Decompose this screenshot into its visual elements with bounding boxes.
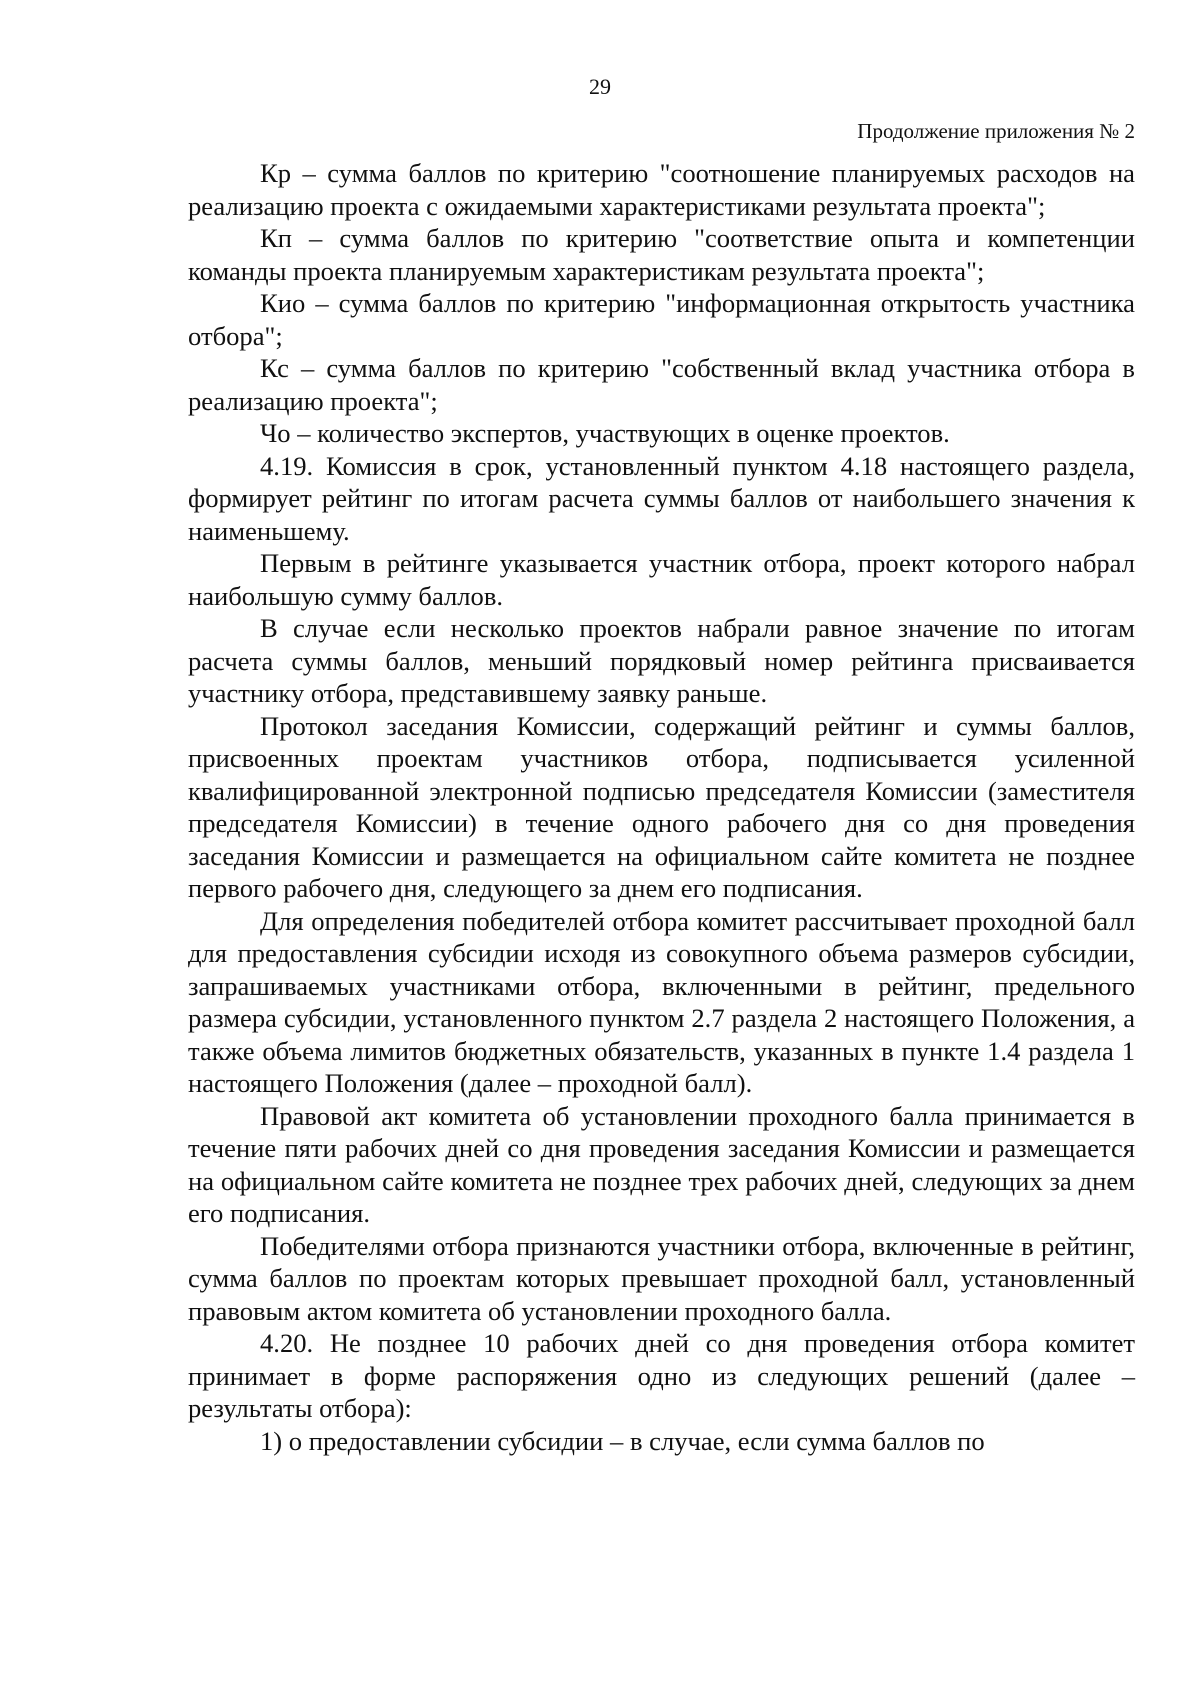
- page-number: 29: [589, 74, 611, 99]
- paragraph-kio: Кио – сумма баллов по критерию "информационная открытость участника отбора";: [188, 288, 1135, 351]
- paragraph-first-in-rating: Первым в рейтинге указывается участник отбора, проект которого набрал наибольшую сумму баллов.: [188, 548, 1135, 611]
- paragraph-passing-score: Для определения победителей отбора комитет рассчитывает проходной балл для предоставления субсидии исходя из совокупного объема размеров субсидии, запрашиваемых участниками отбора, включенными в рейтинг, предельного размера субсидии, установленного пунктом 2.7 раздела 2 настоящего Положения, а также объема лимитов бюджетных обязательств, указанных в пункте 1.4 раздела 1 настоящего Положения (далее – проходной балл).: [188, 905, 1135, 1098]
- paragraph-winners: Победителями отбора признаются участники отбора, включенные в рейтинг, сумма баллов по проектам которых превышает проходной балл, установленный правовым актом комитета об установлении проходного балла.: [188, 1230, 1135, 1326]
- paragraph-4-20: 4.20. Не позднее 10 рабочих дней со дня проведения отбора комитет принимает в форме распоряжения одно из следующих решений (далее – результаты отбора):: [188, 1328, 1135, 1423]
- paragraph-item-1: 1) о предоставлении субсидии – в случае, если сумма баллов по: [260, 1425, 985, 1456]
- paragraph-protocol: Протокол заседания Комиссии, содержащий рейтинг и суммы баллов, присвоенных проектам участников отбора, подписывается усиленной квалифицированной электронной подписью председателя Комиссии (заместителя председателя Комиссии) в течение одного рабочего дня со дня проведения заседания Комиссии и размещается на официальном сайте комитета не позднее первого рабочего дня, следующего за днем его подписания.: [188, 710, 1135, 903]
- paragraph-kr: Кр – сумма баллов по критерию "соотношение планируемых расходов на реализацию проекта с ожидаемыми характеристиками результата проекта";: [188, 158, 1135, 221]
- paragraph-legal-act: Правовой акт комитета об установлении проходного балла принимается в течение пяти рабочих дней со дня проведения заседания Комиссии и размещается на официальном сайте комитета не позднее трех рабочих дней, следующих за днем его подписания.: [188, 1100, 1135, 1228]
- paragraph-cho: Чо – количество экспертов, участвующих в оценке проектов.: [260, 418, 950, 448]
- paragraph-4-19: 4.19. Комиссия в срок, установленный пунктом 4.18 настоящего раздела, формирует рейтинг по итогам расчета суммы баллов от наибольшего значения к наименьшему.: [188, 450, 1135, 546]
- document-body: [188, 157, 1135, 1457]
- paragraph-kp: Кп – сумма баллов по критерию "соответствие опыта и компетенции команды проекта планируемым характеристикам результата проекта";: [188, 223, 1135, 286]
- appendix-note: Продолжение приложения № 2: [857, 119, 1135, 143]
- paragraph-ks: Кс – сумма баллов по критерию "собственный вклад участника отбора в реализацию проекта";: [188, 353, 1135, 416]
- paragraph-equal-scores: В случае если несколько проектов набрали равное значение по итогам расчета суммы баллов, меньший порядковый номер рейтинга присваивается участнику отбора, представившему заявку раньше.: [188, 613, 1135, 708]
